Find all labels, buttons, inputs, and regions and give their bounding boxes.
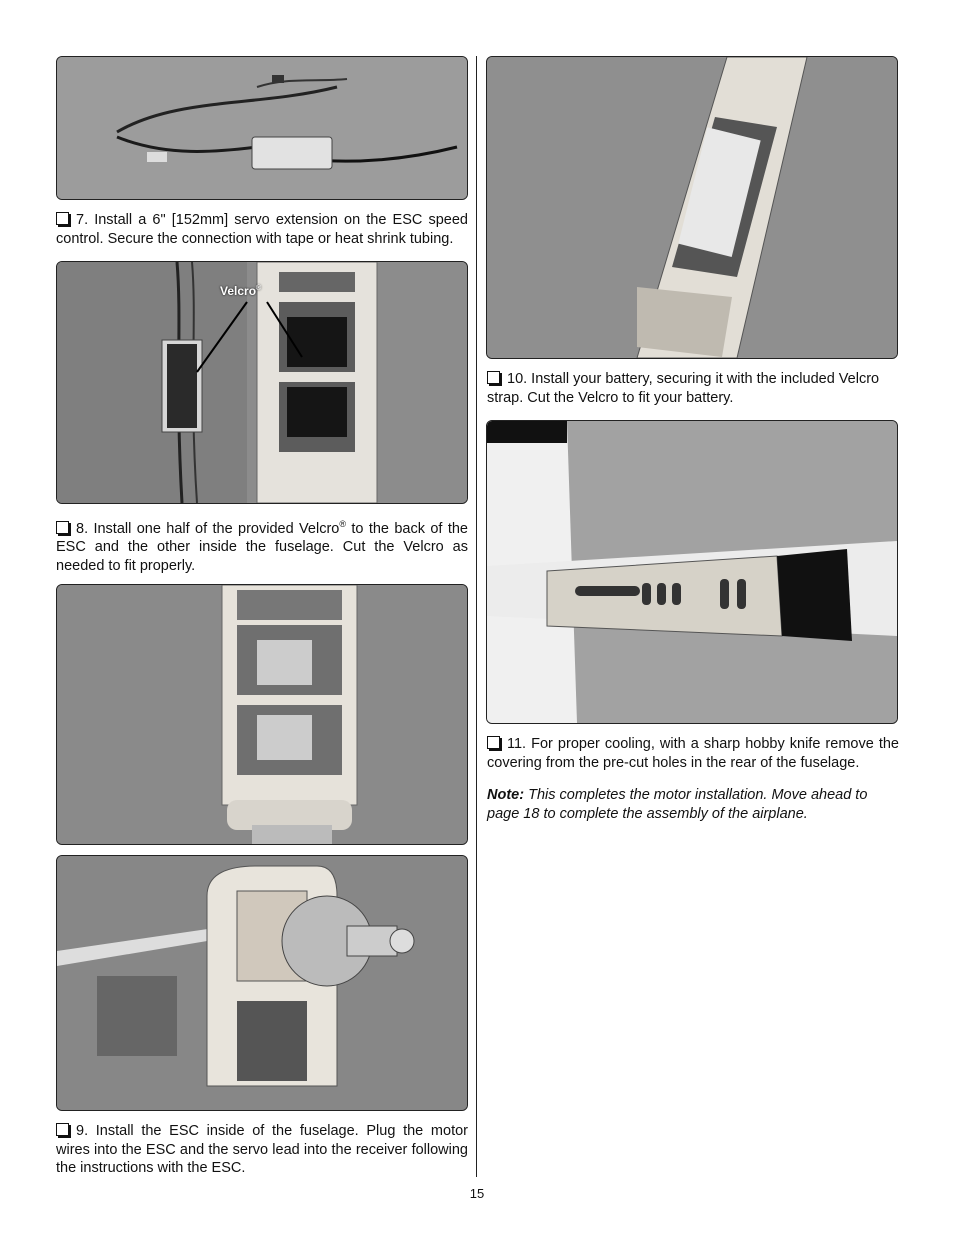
step-10: 10. Install your battery, securing it with the included Velcro strap. Cut the Velcro to fit your battery. — [487, 371, 880, 406]
checkbox[interactable] — [56, 212, 69, 225]
checkbox[interactable] — [487, 736, 500, 749]
motor-photo — [56, 855, 468, 1111]
column-divider — [476, 56, 477, 1177]
battery-photo — [486, 56, 898, 359]
cooling-holes-photo — [486, 420, 898, 724]
checkbox[interactable] — [56, 521, 69, 534]
velcro-callout: Velcro® — [220, 284, 262, 298]
completion-note: Note: This completes the motor installation. Move ahead to page 18 to complete the assembly of the airplane. — [487, 787, 868, 822]
checkbox[interactable] — [487, 371, 500, 384]
step-11: 11. For proper cooling, with a sharp hobby knife remove the covering from the pre-cut holes in the rear of the fuselage. — [487, 736, 899, 771]
step-8: 8. Install one half of the provided Velcro® to the back of the ESC and the other inside the fuselage. Cut the Velcro as needed to fit properly. — [56, 519, 468, 574]
velcro-photo — [56, 261, 468, 504]
esc-photo — [56, 56, 468, 200]
page-number: 15 — [469, 1186, 485, 1201]
step-9: 9. Install the ESC inside of the fuselage. Plug the motor wires into the ESC and the servo lead into the receiver following the instructions with the ESC. — [56, 1123, 468, 1176]
checkbox[interactable] — [56, 1123, 69, 1136]
fuselage-esc-photo — [56, 584, 468, 845]
step-7: 7. Install a 6" [152mm] servo extension on the ESC speed control. Secure the connection with tape or heat shrink tubing. — [56, 212, 468, 247]
